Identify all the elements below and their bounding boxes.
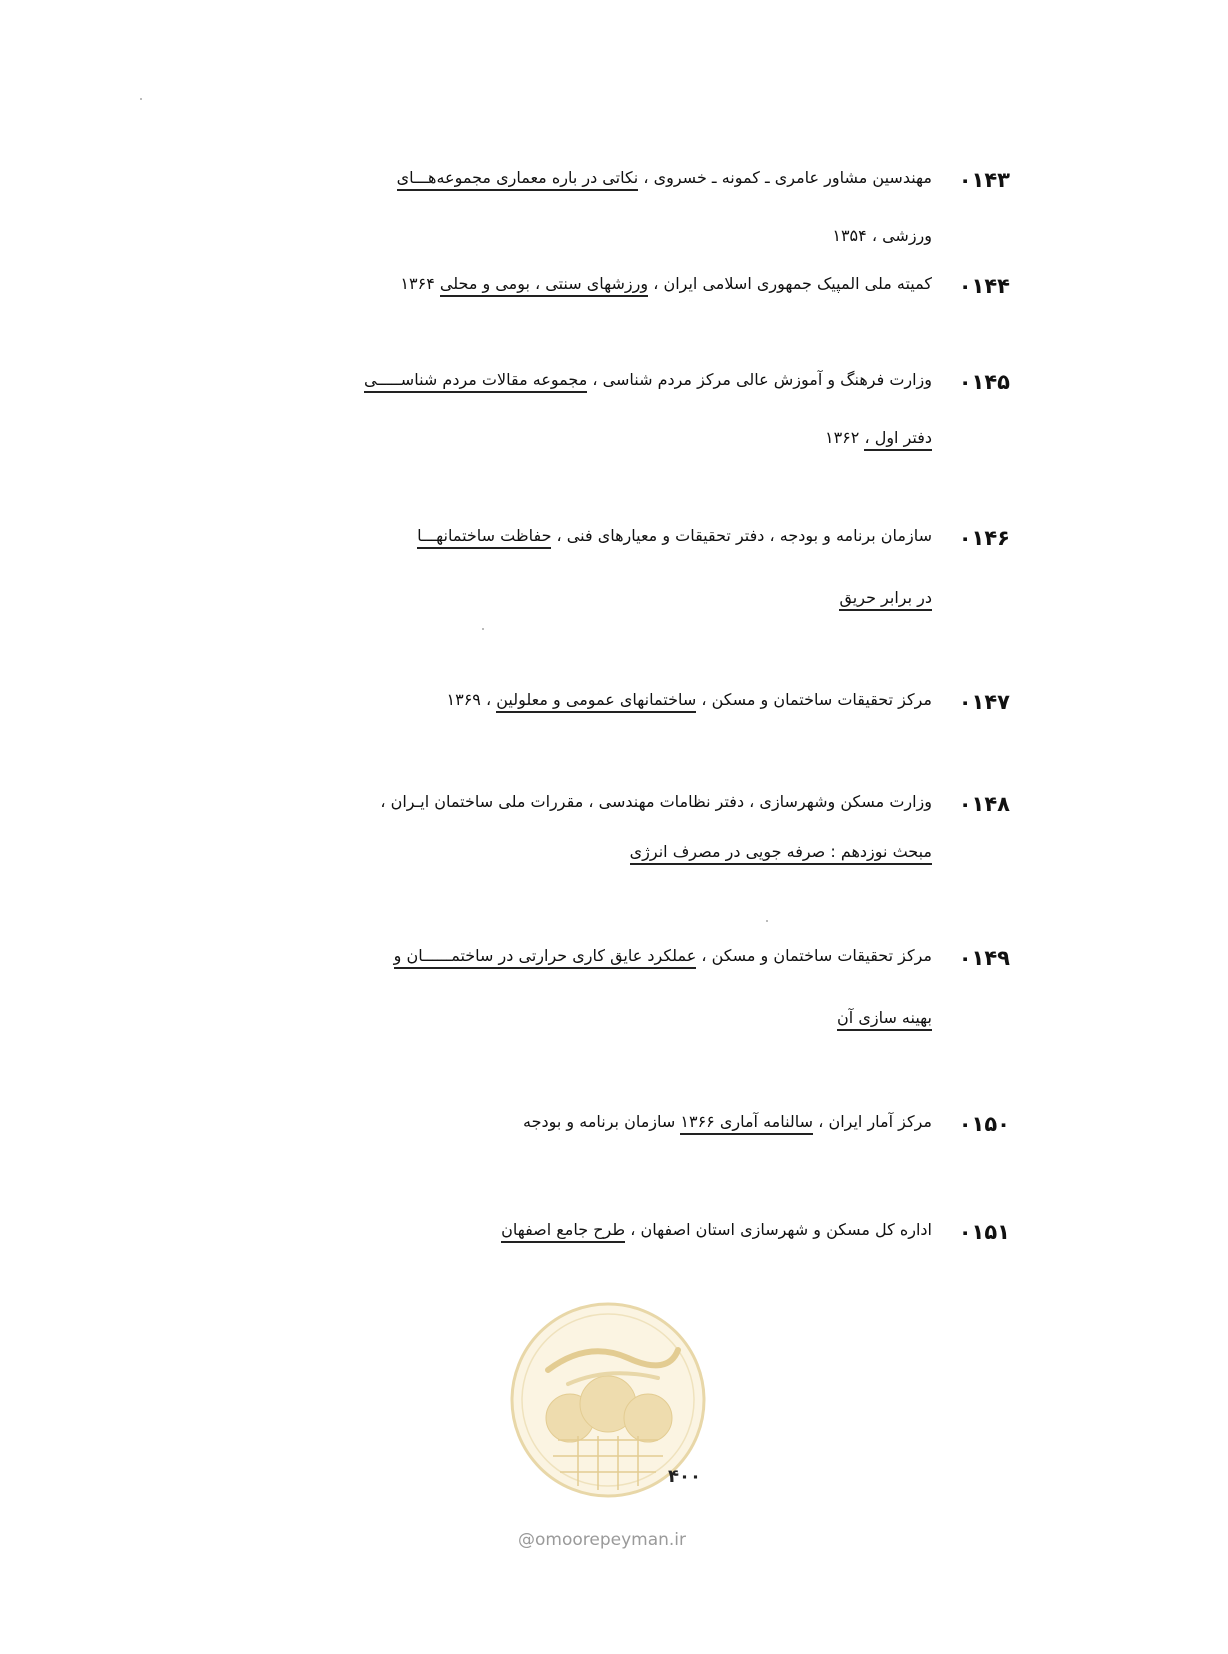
entry-title-continued: دفتر اول ، [864,428,932,451]
entry-line-1: مرکز تحقیقات ساختمان و مسکن ، ساختمانهای عمومی و معلولین ، ۱۳۶۹ [447,690,933,709]
entry-number: ۰۱۴۸ [958,792,1010,816]
entry-line-2: دفتر اول ، ۱۳۶۲ [825,428,932,447]
entry-line-1: کمیته ملی المپیک جمهوری اسلامی ایران ، ورزشهای سنتی ، بومی و محلی ۱۳۶۴ [400,274,932,293]
entry-line-1: مهندسین مشاور عامری ـ کمونه ـ خسروی ، نکاتی در باره معماری مجموعه‌هـــای [397,168,932,187]
scan-speck [766,920,768,922]
scan-speck [140,98,142,100]
entry-title: ساختمانهای عمومی و معلولین [496,690,696,713]
entry-line-1: وزارت فرهنگ و آموزش عالی مرکز مردم شناسی ، مجموعه مقالات مردم شناســـــی [364,370,932,389]
entry-number: ۰۱۵۰ [958,1112,1010,1136]
scan-speck [482,628,484,630]
entry-line-2 [630,842,932,861]
entry-title: مبحث نوزدهم : صرفه جویی در مصرف انرژی [630,842,932,865]
page-number: ۴۰۰ [668,1466,701,1487]
entry-title: حفاظت ساختمانهـــا [417,526,551,549]
entry-number: ۰۱۴۴ [958,274,1010,298]
entry-number: ۰۱۴۷ [958,690,1010,714]
entry-line-2 [839,588,932,607]
entry-line-1: مرکز آمار ایران ، سالنامه آماری ۱۳۶۶ سازمان برنامه و بودجه [523,1112,932,1131]
entry-number: ۰۱۴۹ [958,946,1010,970]
entry-title: عملکرد عایق کاری حرارتی در ساختمــــــان و [394,946,697,969]
entry-number: ۰۱۵۱ [958,1220,1010,1244]
entry-title: نکاتی در باره معماری مجموعه‌هـــای [397,168,639,191]
entry-line-2: ورزشی ، ۱۳۵۴ [832,226,932,245]
entry-title: طرح جامع اصفهان [501,1220,625,1243]
entry-line-1: مرکز تحقیقات ساختمان و مسکن ، عملکرد عایق کاری حرارتی در ساختمــــــان و [394,946,932,965]
entry-line-1: اداره کل مسکن و شهرسازی استان اصفهان ، طرح جامع اصفهان [501,1220,932,1239]
entry-title: سالنامه آماری ۱۳۶۶ [680,1112,813,1135]
entry-line-1: سازمان برنامه و بودجه ، دفتر تحقیقات و معیارهای فنی ، حفاظت ساختمانهـــا [417,526,932,545]
entry-number: ۰۱۴۶ [958,526,1010,550]
entry-line-2 [837,1008,932,1027]
entry-title: مجموعه مقالات مردم شناســـــی [364,370,587,393]
entry-title: ورزشهای سنتی ، بومی و محلی [440,274,648,297]
entry-title-continued: بهینه سازی آن [837,1008,932,1031]
entry-title-continued: در برابر حریق [839,588,932,611]
entry-line-1: وزارت مسکن وشهرسازی ، دفتر نظامات مهندسی ، مقررات ملی ساختمان ایـران ، [380,792,932,811]
entry-number: ۰۱۴۵ [958,370,1010,394]
entry-number: ۰۱۴۳ [958,168,1010,192]
website-footer: @omoorepeyman.ir [518,1530,687,1550]
